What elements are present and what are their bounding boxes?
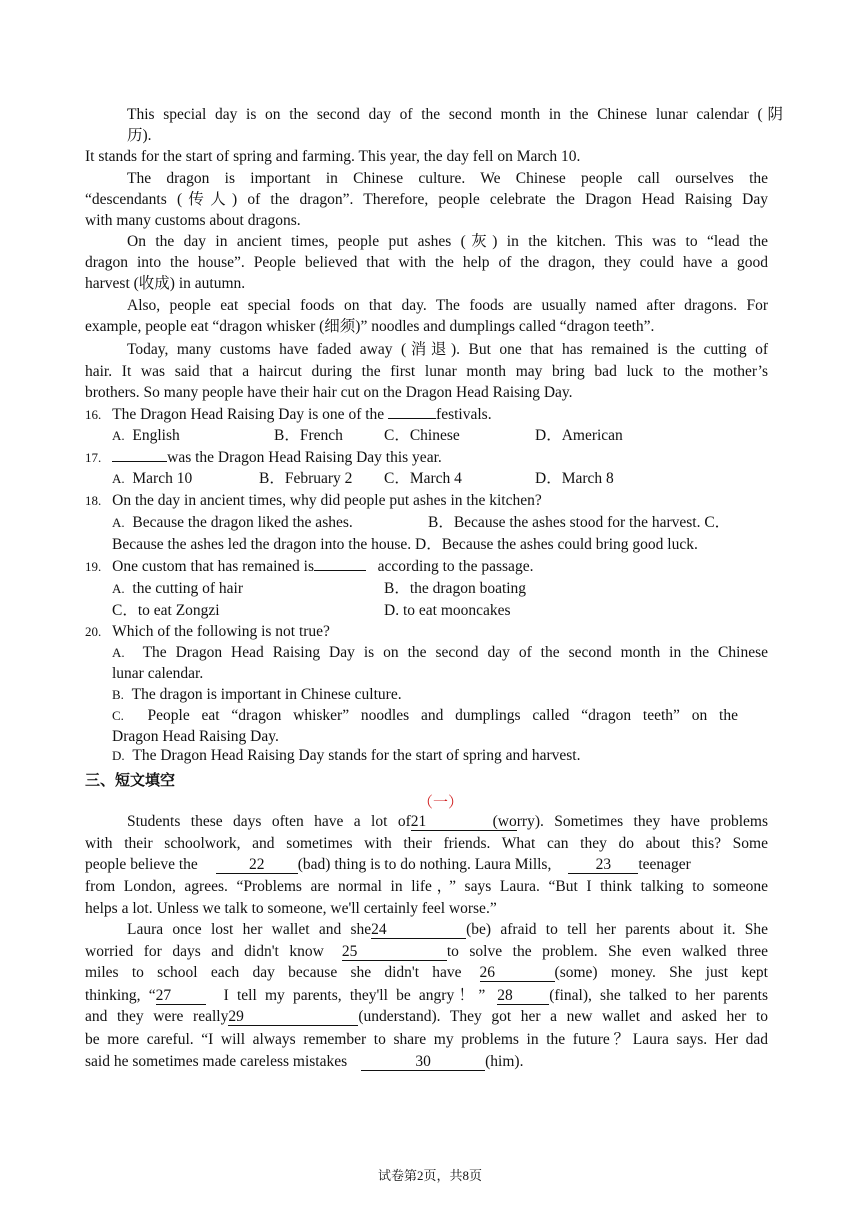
question-text: On the day in ancient times, why did people put ashes in the kitchen? xyxy=(112,492,542,509)
question-text: festivals. xyxy=(436,406,492,423)
cloze-blank-25[interactable]: 25 xyxy=(342,943,447,961)
passage-line: It stands for the start of spring and farming. This year, the day fell on March 10. xyxy=(85,148,581,165)
option-text: Because the dragon liked the ashes. xyxy=(132,514,353,531)
passage-line: “descendants (传人) of the dragon”. Therefore, people celebrate the Dragon Head Raising Day xyxy=(85,191,768,208)
cloze-text: said he sometimes made careless mistakes xyxy=(85,1053,348,1070)
option-a[interactable] xyxy=(112,469,192,489)
cloze-line xyxy=(127,920,768,940)
question-20 xyxy=(85,622,330,642)
option-letter: B. xyxy=(112,687,124,702)
option-text: The Dragon Head Raising Day is on the second day of the second month in the Chinese xyxy=(142,644,768,661)
question-text: One custom that has remained is xyxy=(112,558,315,575)
answer-blank[interactable] xyxy=(112,461,167,462)
cloze-text: worried for days and didn't know xyxy=(85,943,324,960)
option-d[interactable]: D．American xyxy=(535,427,623,444)
cloze-line xyxy=(85,1052,523,1072)
option-b[interactable]: B．the dragon boating xyxy=(384,580,527,597)
cloze-line xyxy=(85,963,768,983)
option-letter: A. xyxy=(112,645,125,660)
cloze-text: thinking, “ xyxy=(85,987,156,1004)
cloze-blank-30[interactable]: 30 xyxy=(361,1053,485,1071)
option-c[interactable]: C．March 4 xyxy=(384,470,462,487)
section-subtitle: （一） xyxy=(418,793,464,811)
cloze-text: I tell my parents, they'll be angry！” xyxy=(223,987,486,1004)
cloze-text: people believe the xyxy=(85,856,198,873)
option-letter: A. xyxy=(112,515,125,530)
cloze-text: miles to school each day because she didn't have xyxy=(85,964,462,981)
option-c-cont: Dragon Head Raising Day. xyxy=(112,728,279,745)
cloze-blank-29[interactable]: 29 xyxy=(228,1008,358,1026)
cloze-text: (be) afraid to tell her parents about it. She xyxy=(466,921,768,938)
answer-blank[interactable] xyxy=(314,570,366,571)
cloze-blank-24[interactable]: 24 xyxy=(371,921,466,939)
option-b[interactable]: B．French xyxy=(274,427,343,444)
cloze-blank-28[interactable]: 28 xyxy=(497,987,549,1005)
option-c-d[interactable]: Because the ashes led the dragon into the house. D．Because the ashes could bring good luck. xyxy=(112,536,698,553)
option-letter: A. xyxy=(112,581,125,596)
option-b[interactable]: B．February 2 xyxy=(259,470,353,487)
cloze-line: from London, agrees. “Problems are normal in life，” says Laura. “But I think talking to someone xyxy=(85,878,768,895)
question-17 xyxy=(85,448,442,468)
option-letter: D. xyxy=(112,748,125,763)
cloze-line xyxy=(85,942,768,962)
cloze-line xyxy=(85,1007,768,1027)
option-b[interactable]: B．Because the ashes stood for the harvest. C． xyxy=(428,514,731,531)
passage-line: with many customs about dragons. xyxy=(85,212,301,229)
cloze-text: Students these days often have a lot of xyxy=(127,813,411,830)
question-18 xyxy=(85,491,542,511)
option-text: The Dragon Head Raising Day stands for the start of spring and harvest. xyxy=(132,747,581,764)
cloze-text: (bad) thing is to do nothing. Laura Mills, xyxy=(297,856,552,873)
option-d[interactable] xyxy=(112,746,580,766)
option-b[interactable] xyxy=(112,685,402,705)
option-letter: C. xyxy=(112,708,124,723)
passage-line: Also, people eat special foods on that day. The foods are usually named after dragons. For xyxy=(127,297,768,314)
passage-line: On the day in ancient times, people put ashes (灰) in the kitchen. This was to “lead the xyxy=(127,233,768,250)
question-number: 17. xyxy=(85,450,102,465)
option-d[interactable]: D. to eat mooncakes xyxy=(384,602,511,619)
option-text: English xyxy=(132,427,180,444)
option-a[interactable] xyxy=(112,643,768,663)
cloze-text: and they were really xyxy=(85,1008,229,1025)
option-text: the cutting of hair xyxy=(132,580,244,597)
question-text: according to the passage. xyxy=(377,558,534,575)
question-text: was the Dragon Head Raising Day this year. xyxy=(167,449,442,466)
cloze-text: (some) money. She just kept xyxy=(554,964,768,981)
option-a[interactable] xyxy=(112,426,180,446)
passage-line: brothers. So many people have their hair cut on the Dragon Head Raising Day. xyxy=(85,384,573,401)
question-number: 20. xyxy=(85,624,102,639)
cloze-text: Laura once lost her wallet and she xyxy=(127,921,372,938)
cloze-text: teenager xyxy=(638,856,691,873)
passage-line: example, people eat “dragon whisker (细须)” noodles and dumplings called “dragon teeth”. xyxy=(85,318,655,335)
option-letter: A. xyxy=(112,428,125,443)
answer-blank[interactable] xyxy=(388,418,436,419)
passage-line: hair. It was said that a haircut during the first lunar month may bring bad luck to the mother’s xyxy=(85,363,768,380)
cloze-line xyxy=(85,855,691,875)
question-text: Which of the following is not true? xyxy=(112,623,330,640)
question-number: 18. xyxy=(85,493,102,508)
option-text: People eat “dragon whisker” noodles and dumplings called “dragon teeth” on the xyxy=(147,707,738,724)
cloze-blank-27[interactable]: 27 xyxy=(156,987,206,1005)
option-letter: A. xyxy=(112,471,125,486)
section-title: 三、短文填空 xyxy=(85,771,176,789)
cloze-text: to solve the problem. She even walked three xyxy=(446,943,768,960)
passage-line: Today, many customs have faded away (消退). But one that has remained is the cutting of xyxy=(127,341,768,358)
cloze-blank-26[interactable]: 26 xyxy=(480,964,555,982)
option-a-cont: lunar calendar. xyxy=(112,665,204,682)
option-text: March 10 xyxy=(132,470,193,487)
cloze-blank-22[interactable]: 22 xyxy=(216,856,298,874)
cloze-text: rry). Sometimes they have problems xyxy=(516,813,768,830)
passage-line: The dragon is important in Chinese culture. We Chinese people call ourselves the xyxy=(127,170,768,187)
cloze-line: be more careful. “I will always remember to share my problems in the future？Laura says. Her dad xyxy=(85,1031,768,1048)
question-text: The Dragon Head Raising Day is one of the xyxy=(112,406,389,423)
option-c[interactable]: C．to eat Zongzi xyxy=(112,602,220,619)
passage-line: dragon into the house”. People believed that with the help of the dragon, they could have a good xyxy=(85,254,768,271)
cloze-line: with their schoolwork, and sometimes with their friends. What can they do about this? Some xyxy=(85,835,768,852)
option-d[interactable]: D．March 8 xyxy=(535,470,614,487)
passage-line: This special day is on the second day of the second month in the Chinese lunar calendar (阴 xyxy=(127,106,783,123)
cloze-line xyxy=(85,986,768,1006)
option-c[interactable]: C．Chinese xyxy=(384,427,460,444)
option-c[interactable] xyxy=(112,706,738,726)
cloze-text: (final), she talked to her parents xyxy=(549,987,768,1004)
option-text: The dragon is important in Chinese culture. xyxy=(131,686,402,703)
question-number: 19. xyxy=(85,559,102,574)
option-a[interactable] xyxy=(112,579,243,599)
question-number: 16. xyxy=(85,407,102,422)
cloze-line xyxy=(127,812,768,832)
question-16 xyxy=(85,405,492,425)
cloze-text: (understand). They got her a new wallet and asked her to xyxy=(358,1008,768,1025)
cloze-text: (him). xyxy=(485,1053,524,1070)
cloze-blank-21[interactable]: 21 (wo xyxy=(410,813,517,830)
passage-line: harvest (收成) in autumn. xyxy=(85,275,246,292)
option-a[interactable] xyxy=(112,513,353,533)
passage-line: 历). xyxy=(127,127,152,144)
cloze-blank-23[interactable]: 23 xyxy=(568,856,638,874)
page-footer: 试卷第2页，共8页 xyxy=(377,1168,482,1183)
cloze-line: helps a lot. Unless we talk to someone, we'll certainly feel worse.” xyxy=(85,900,497,917)
question-19 xyxy=(85,557,533,577)
